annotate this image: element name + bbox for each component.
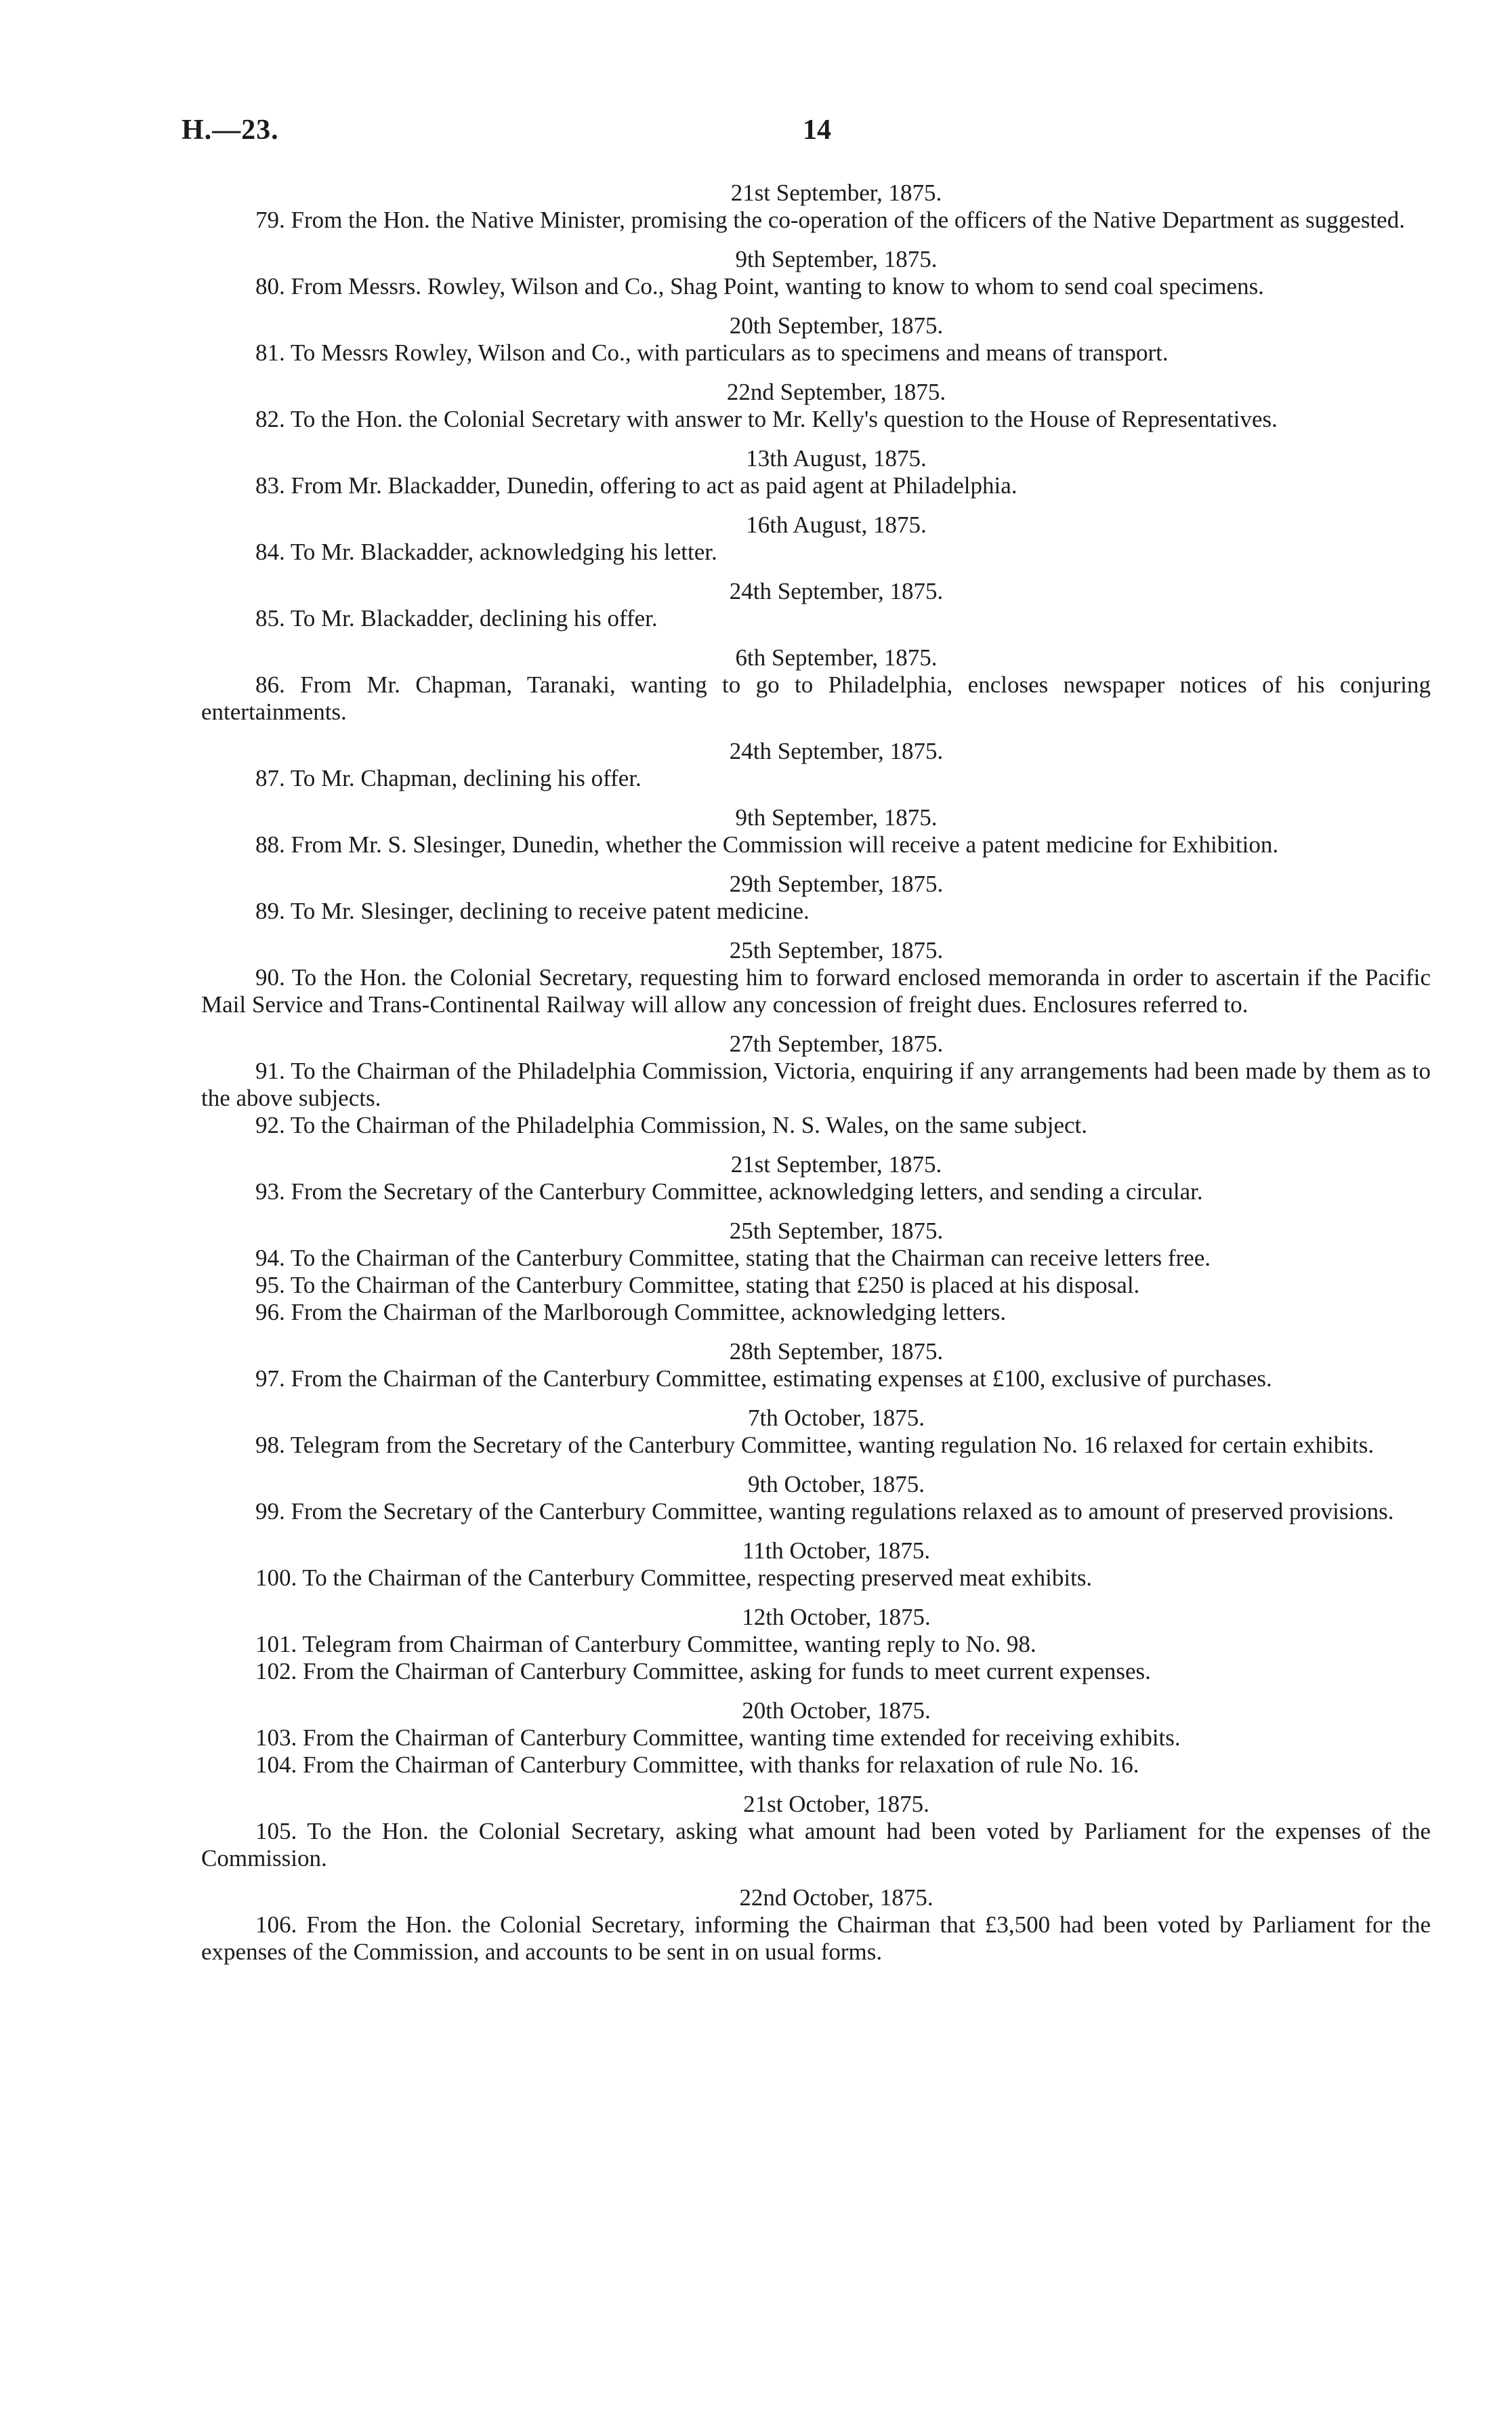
list-item: 86. From Mr. Chapman, Taranaki, wanting to go to Philadelphia, encloses newspaper notices of his conjuring entertainments. [201,671,1431,725]
list-item: 80. From Messrs. Rowley, Wilson and Co., Shag Point, wanting to know to whom to send coal specimens. [255,273,1264,299]
date-heading: 21st September, 1875. [730,180,942,206]
date-heading: 20th September, 1875. [729,312,944,339]
list-item: 89. To Mr. Slesinger, declining to receive patent medicine. [255,898,810,924]
list-item: 85. To Mr. Blackadder, declining his offer. [255,605,658,631]
list-item: 105. To the Hon. the Colonial Secretary, asking what amount had been voted by Parliament for the expenses of the Commission. [201,1818,1431,1871]
page-header [0,114,1512,154]
date-heading: 9th September, 1875. [735,246,938,272]
list-item: 104. From the Chairman of Canterbury Committee, with thanks for relaxation of rule No. 16. [255,1752,1139,1778]
date-heading: 7th October, 1875. [747,1405,925,1431]
list-item: 87. To Mr. Chapman, declining his offer. [255,765,642,791]
list-item: 98. Telegram from the Secretary of the Canterbury Committee, wanting regulation No. 16 relaxed for certain exhibits. [255,1432,1374,1458]
date-heading: 28th September, 1875. [729,1338,944,1365]
date-heading: 22nd September, 1875. [726,379,946,405]
list-item: 102. From the Chairman of Canterbury Committee, asking for funds to meet current expenses. [255,1658,1151,1684]
list-item: 84. To Mr. Blackadder, acknowledging his letter. [255,539,717,565]
list-item: 81. To Messrs Rowley, Wilson and Co., with particulars as to specimens and means of transport. [255,339,1169,366]
date-heading: 12th October, 1875. [742,1604,931,1630]
list-item: 103. From the Chairman of Canterbury Committee, wanting time extended for receiving exhibits. [255,1724,1181,1751]
list-item: 94. To the Chairman of the Canterbury Committee, stating that the Chairman can receive letters free. [255,1245,1211,1271]
date-heading: 16th August, 1875. [746,512,927,538]
date-heading: 24th September, 1875. [729,578,944,604]
date-heading: 24th September, 1875. [729,738,944,764]
date-heading: 20th October, 1875. [742,1697,931,1724]
date-heading: 25th September, 1875. [729,937,944,963]
list-item: 83. From Mr. Blackadder, Dunedin, offering to act as paid agent at Philadelphia. [255,472,1017,499]
list-item: 92. To the Chairman of the Philadelphia Commission, N. S. Wales, on the same subject. [255,1112,1088,1138]
list-item: 101. Telegram from Chairman of Canterbury Committee, wanting reply to No. 98. [255,1631,1036,1657]
document-code: H.—23. [182,115,279,146]
date-heading: 25th September, 1875. [729,1218,944,1244]
date-heading: 22nd October, 1875. [739,1884,933,1911]
list-item: 82. To the Hon. the Colonial Secretary with answer to Mr. Kelly's question to the House of Representatives. [255,406,1278,432]
date-heading: 27th September, 1875. [729,1031,944,1057]
list-item: 99. From the Secretary of the Canterbury Committee, wanting regulations relaxed as to amount of preserved provisions. [255,1498,1394,1525]
date-heading: 13th August, 1875. [746,445,927,472]
list-item: 90. To the Hon. the Colonial Secretary, requesting him to forward enclosed memoranda in order to ascertain if the Pacific Mail Service and Trans-Continental Railway will allow any concession of freight dues. Enclosures referred to. [201,964,1431,1018]
list-item: 106. From the Hon. the Colonial Secretary, informing the Chairman that £3,500 had been voted by Parliament for the expenses of the Commission, and accounts to be sent in on usual forms. [201,1911,1431,1965]
list-item: 97. From the Chairman of the Canterbury Committee, estimating expenses at £100, exclusive of purchases. [255,1365,1272,1392]
date-heading: 21st October, 1875. [743,1791,929,1817]
date-heading: 11th October, 1875. [742,1537,931,1564]
date-heading: 29th September, 1875. [729,871,944,897]
date-heading: 6th September, 1875. [735,644,938,671]
list-item: 88. From Mr. S. Slesinger, Dunedin, whether the Commission will receive a patent medicine for Exhibition. [255,831,1279,858]
correspondence-list [201,180,1431,1966]
list-item: 79. From the Hon. the Native Minister, promising the co-operation of the officers of the Native Department as suggested. [255,207,1405,233]
list-item: 96. From the Chairman of the Marlborough Committee, acknowledging letters. [255,1299,1007,1325]
list-item: 91. To the Chairman of the Philadelphia Commission, Victoria, enquiring if any arrangements had been made by them as to the above subjects. [201,1058,1431,1111]
list-item: 95. To the Chairman of the Canterbury Committee, stating that £250 is placed at his disposal. [255,1272,1140,1298]
date-heading: 9th September, 1875. [735,804,938,831]
page-number: 14 [803,115,831,146]
list-item: 100. To the Chairman of the Canterbury Committee, respecting preserved meat exhibits. [255,1564,1093,1591]
date-heading: 21st September, 1875. [730,1151,942,1178]
list-item: 93. From the Secretary of the Canterbury Committee, acknowledging letters, and sending a circular. [255,1178,1203,1205]
date-heading: 9th October, 1875. [747,1471,925,1497]
